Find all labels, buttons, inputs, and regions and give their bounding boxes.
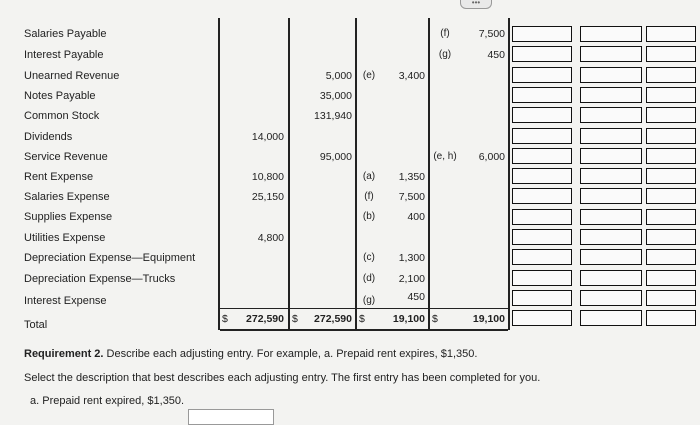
answer-box[interactable] [580,270,642,286]
adj-dr-salaries: 7,500 [398,191,425,203]
adj-cr-interest-payable: 450 [487,49,505,61]
requirement-instruction: Select the description that best describes each adjusting entry. The first entry has been completed for you. [24,372,541,384]
answer-box[interactable] [580,46,642,62]
answer-box[interactable] [646,67,696,83]
answer-box[interactable] [580,209,642,225]
answer-box[interactable] [646,270,696,286]
account-interest-payable: Interest Payable [24,49,104,61]
adj-dr-ref-supplies: (b) [362,211,376,222]
answer-box[interactable] [512,148,572,164]
answer-box[interactable] [512,270,572,286]
answer-box[interactable] [512,310,572,326]
adj-cr-ref-salaries-payable: (f) [440,28,450,39]
adj-dr-rent: 1,350 [398,171,425,183]
total-dollar-1: $ [222,313,228,325]
answer-box[interactable] [512,290,572,306]
adj-dr-ref-unearned: (e) [362,70,376,81]
answer-box[interactable] [512,26,572,42]
account-interest-expense: Interest Expense [24,295,107,307]
answer-box[interactable] [646,249,696,265]
total-top-line [220,308,508,309]
account-salaries-payable: Salaries Payable [24,28,107,40]
adj-cr-revenue: 6,000 [478,151,505,163]
answer-box[interactable] [646,46,696,62]
answer-box[interactable] [512,168,572,184]
adj-dr-ref-interest: (g) [362,295,376,306]
total-dollar-3: $ [359,313,365,325]
answer-box[interactable] [646,310,696,326]
requirement-item-a: a. Prepaid rent expired, $1,350. [30,395,185,407]
account-utilities-expense: Utilities Expense [24,232,106,244]
adj-cr-ref-interest-payable: (g) [438,49,452,60]
ub-utilities: 4,800 [257,232,284,244]
total-dollar-2: $ [292,313,298,325]
description-select-b[interactable] [188,409,274,425]
adj-dr-supplies: 400 [407,211,425,223]
account-total: Total [24,319,48,331]
account-depreciation-equipment: Depreciation Expense—Equipment [24,252,196,264]
answer-box[interactable] [580,188,642,204]
requirement-body: Describe each adjusting entry. For example, a. Prepaid rent expires, $1,350. [103,348,478,360]
adj-dr-dep-equip: 1,300 [398,252,425,264]
answer-box[interactable] [580,249,642,265]
account-notes-payable: Notes Payable [24,90,96,102]
answer-box[interactable] [580,26,642,42]
answer-box[interactable] [512,46,572,62]
drag-handle[interactable]: ••• [460,0,492,9]
adj-dr-unearned: 3,400 [398,70,425,82]
requirement-title: Requirement 2. [24,348,104,360]
answer-box[interactable] [646,290,696,306]
col-line-1 [218,18,220,330]
answer-box[interactable] [512,249,572,265]
uc-stock: 131,940 [314,110,352,122]
answer-box[interactable] [512,128,572,144]
account-rent-expense: Rent Expense [24,171,94,183]
answer-box[interactable] [646,188,696,204]
col-line-5 [508,18,510,330]
total-unadj-debit: 272,590 [246,313,284,325]
answer-box[interactable] [646,209,696,225]
account-supplies-expense: Supplies Expense [24,211,113,223]
answer-box[interactable] [512,188,572,204]
col-line-3 [355,18,357,330]
total-adj-debit: 19,100 [392,313,425,325]
account-salaries-expense: Salaries Expense [24,191,110,203]
answer-box[interactable] [512,229,572,245]
ub-dividends: 14,000 [251,131,284,143]
ub-rent: 10,800 [251,171,284,183]
answer-box[interactable] [646,128,696,144]
adj-dr-dep-trucks: 2,100 [398,273,425,285]
answer-box[interactable] [646,148,696,164]
answer-box[interactable] [646,168,696,184]
total-dollar-4: $ [432,313,438,325]
answer-box[interactable] [646,107,696,123]
answer-box[interactable] [512,209,572,225]
account-depreciation-trucks: Depreciation Expense—Trucks [24,273,176,285]
account-unearned-revenue: Unearned Revenue [24,70,120,82]
uc-revenue: 95,000 [319,151,352,163]
answer-box[interactable] [580,107,642,123]
answer-box[interactable] [512,67,572,83]
answer-box[interactable] [646,229,696,245]
answer-box[interactable] [580,168,642,184]
total-bottom-line [220,329,508,331]
requirement-text [24,348,477,360]
adj-dr-interest: 450 [407,291,425,303]
answer-box[interactable] [646,87,696,103]
col-line-2 [288,18,290,330]
answer-box[interactable] [512,87,572,103]
answer-box[interactable] [580,229,642,245]
answer-box[interactable] [646,26,696,42]
adj-dr-ref-dep-trucks: (d) [362,273,376,284]
account-service-revenue: Service Revenue [24,151,108,163]
answer-box[interactable] [512,107,572,123]
total-adj-credit: 19,100 [472,313,505,325]
adj-dr-ref-salaries: (f) [364,191,374,202]
uc-unearned: 5,000 [325,70,352,82]
col-line-4 [428,18,430,330]
answer-box[interactable] [580,290,642,306]
adj-dr-ref-dep-equip: (c) [363,252,375,263]
account-common-stock: Common Stock [24,110,100,122]
adj-cr-salaries-payable: 7,500 [478,28,505,40]
total-unadj-credit: 272,590 [314,313,352,325]
answer-box[interactable] [580,148,642,164]
answer-box[interactable] [580,310,642,326]
answer-box[interactable] [580,67,642,83]
answer-box[interactable] [580,128,642,144]
account-dividends: Dividends [24,131,73,143]
ub-salaries: 25,150 [251,191,284,203]
adj-cr-ref-revenue: (e, h) [433,151,457,162]
adj-dr-ref-rent: (a) [362,171,376,182]
uc-notes: 35,000 [319,90,352,102]
answer-box[interactable] [580,87,642,103]
